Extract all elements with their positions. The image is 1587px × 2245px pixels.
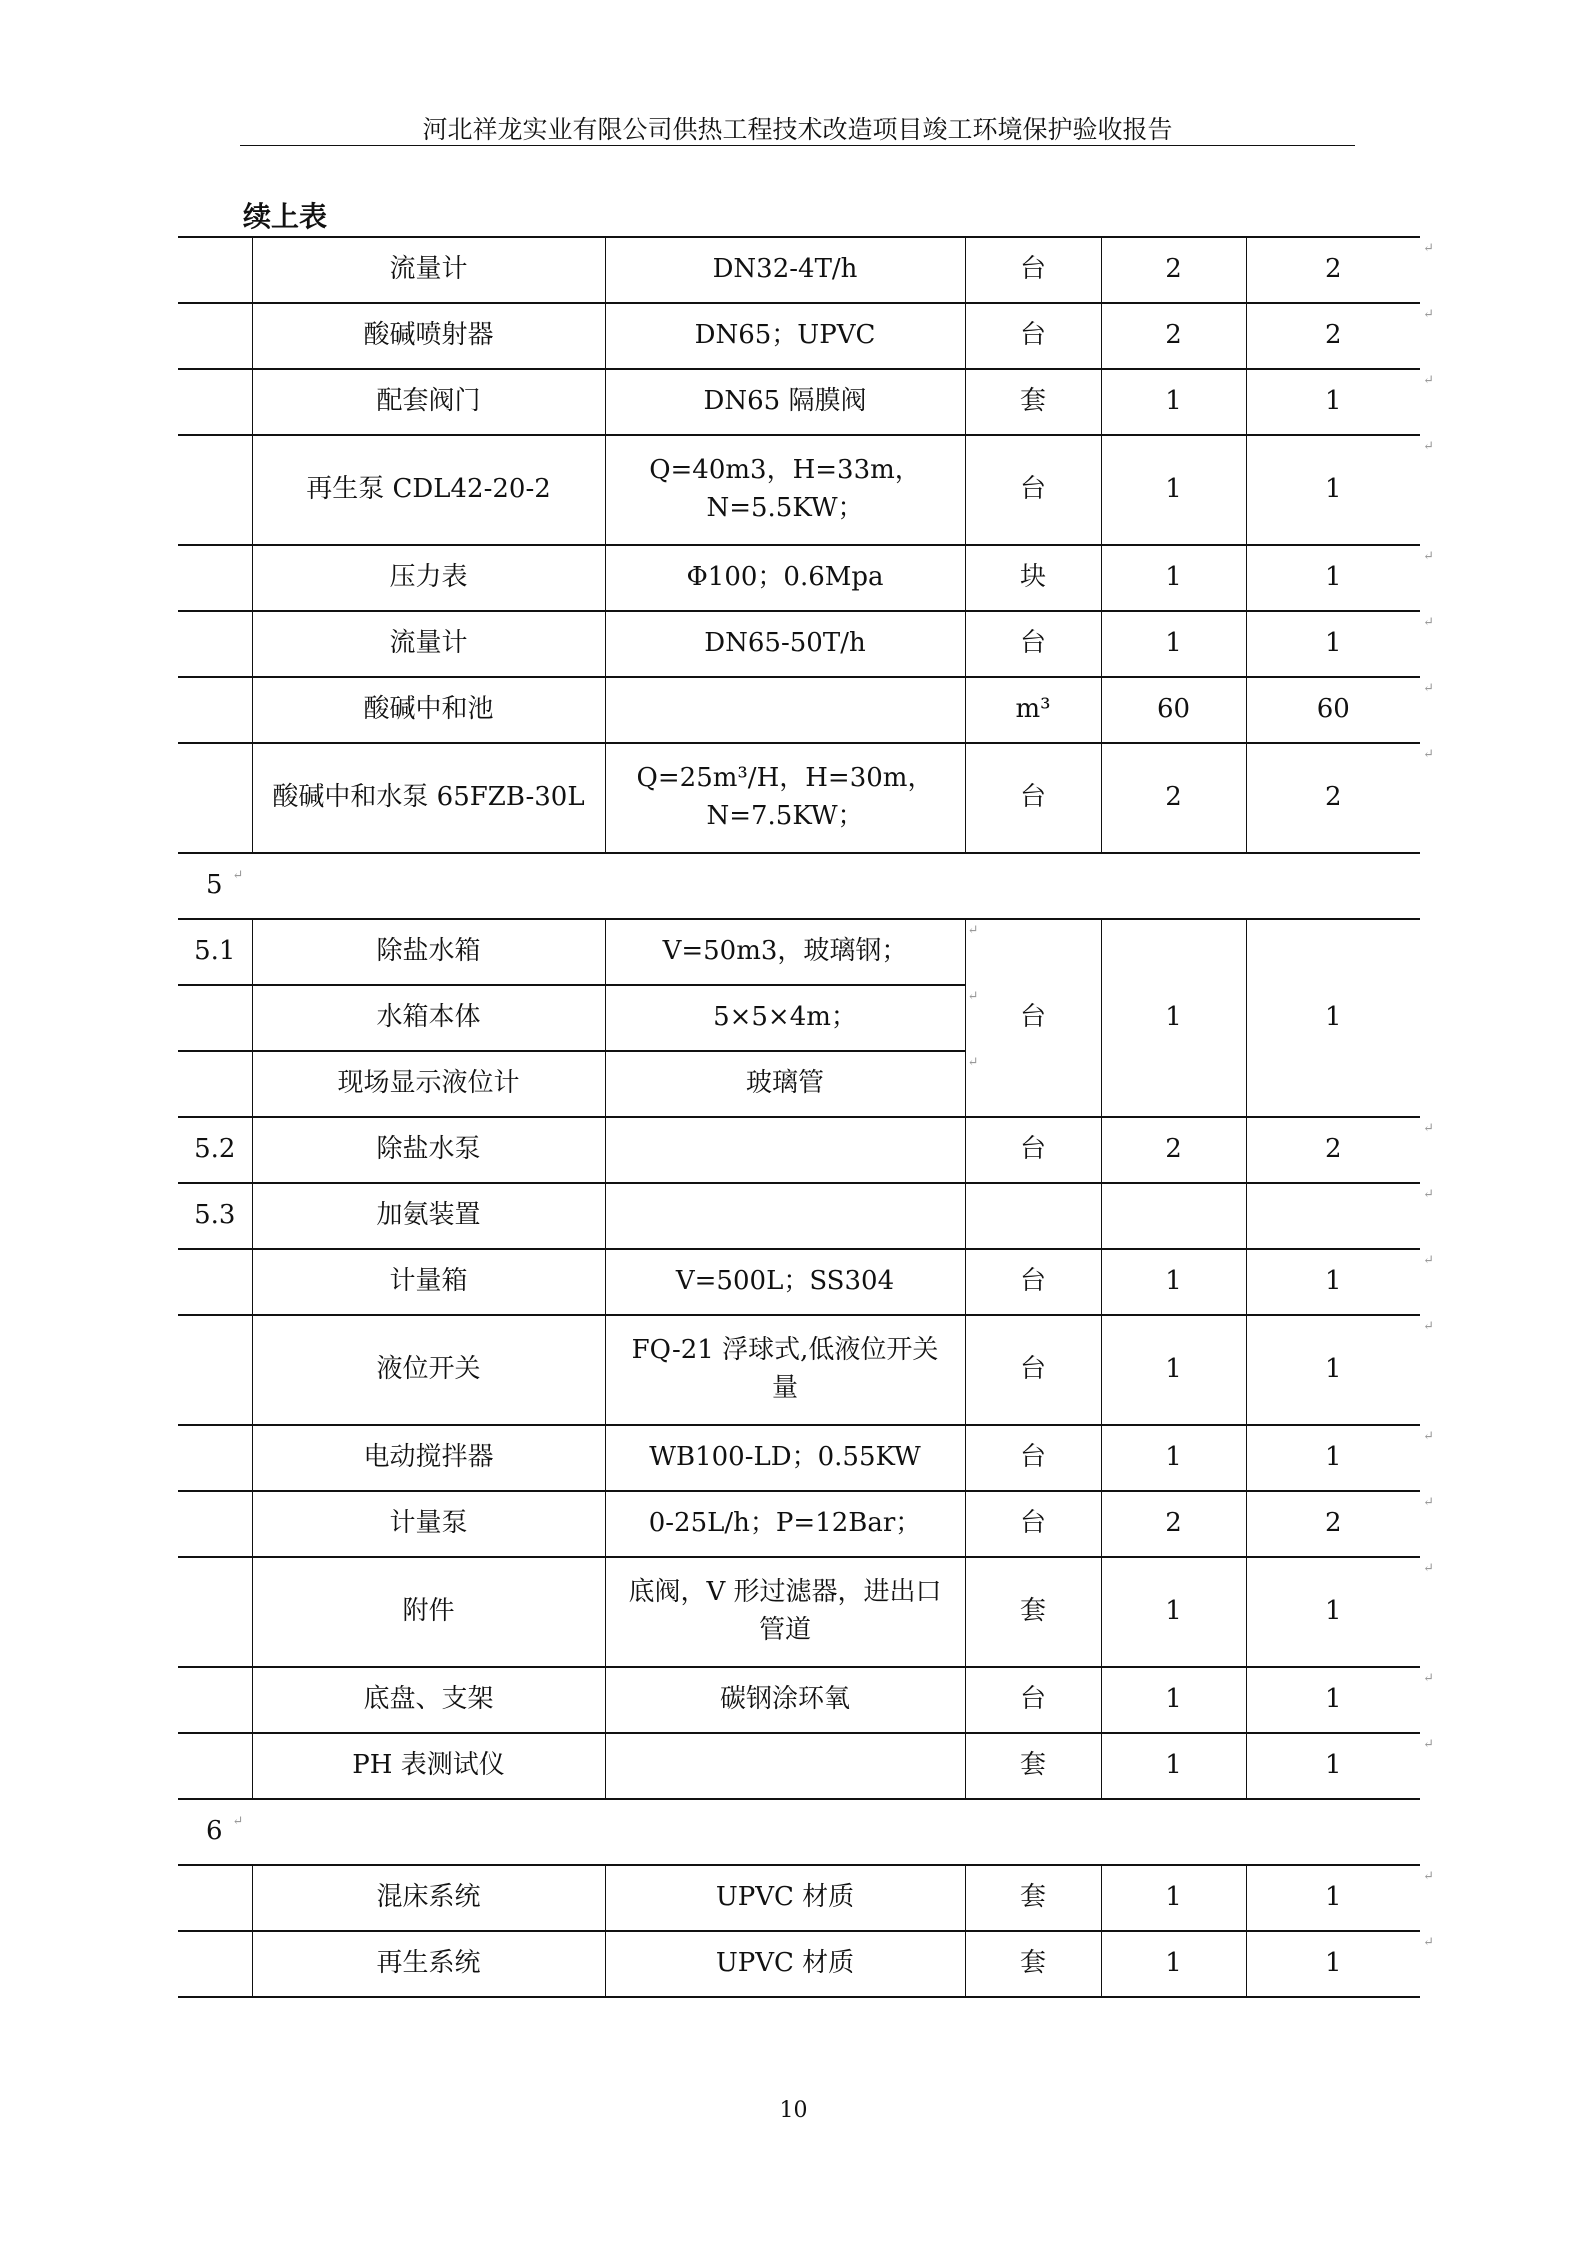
table-row [178, 1315, 1420, 1425]
item-name-cell: 液位开关 [252, 1315, 605, 1425]
item-number-cell [178, 1931, 252, 1997]
actual-quantity-cell: 1 ↵ [1246, 611, 1420, 677]
item-unit-cell: 台 [965, 1117, 1101, 1183]
designed-quantity-cell: 1 [1101, 1249, 1246, 1315]
item-number-cell [178, 1315, 252, 1425]
actual-quantity-cell: 1 ↵ [1246, 1931, 1420, 1997]
table-row [178, 545, 1420, 611]
item-spec-cell [605, 1117, 965, 1183]
item-unit-cell: 台 [965, 743, 1101, 853]
item-name-cell: 混床系统 [252, 1865, 605, 1931]
designed-quantity-cell: 1 [1101, 611, 1246, 677]
section-number-cell [178, 853, 1420, 919]
item-spec-cell: 底阀，V 形过滤器，进出口 管道 [605, 1557, 965, 1667]
item-unit-cell: 套 [965, 369, 1101, 435]
table-row [178, 677, 1420, 743]
designed-quantity-cell: 1 [1101, 1931, 1246, 1997]
item-name-cell: 附件 [252, 1557, 605, 1667]
page-number: 10 [779, 2098, 808, 2123]
item-spec-cell: V=500L；SS304 [605, 1249, 965, 1315]
item-unit-cell: 台 [965, 237, 1101, 303]
item-number-cell [178, 237, 252, 303]
item-spec-cell [605, 1733, 965, 1799]
designed-quantity-cell [1101, 1183, 1246, 1249]
item-spec-cell: UPVC 材质 [605, 1865, 965, 1931]
section-row [178, 853, 1420, 919]
section-number-cell [178, 1799, 1420, 1865]
table-row [178, 743, 1420, 853]
item-unit-cell: 套 [965, 1557, 1101, 1667]
item-spec-cell: 玻璃管 ↵ [605, 1051, 965, 1117]
item-unit-cell: m³ [965, 677, 1101, 743]
actual-quantity-cell: 1 ↵ [1246, 369, 1420, 435]
designed-quantity-cell: 1 [1101, 1557, 1246, 1667]
item-name-cell: 酸碱喷射器 [252, 303, 605, 369]
actual-quantity-cell: 2 ↵ [1246, 237, 1420, 303]
item-name-cell: 酸碱中和池 [252, 677, 605, 743]
actual-quantity-cell: 1 ↵ [1246, 1557, 1420, 1667]
table-row [178, 435, 1420, 545]
section-number: 5 [206, 870, 223, 901]
item-name-cell: 计量泵 [252, 1491, 605, 1557]
item-spec-cell: V=50m3，玻璃钢； ↵ [605, 919, 965, 985]
header-divider [240, 145, 1355, 146]
table-row [178, 919, 1420, 985]
item-spec-cell: DN65 隔膜阀 [605, 369, 965, 435]
actual-quantity-cell [1246, 1183, 1420, 1249]
item-unit-cell: 台 [965, 919, 1101, 1117]
item-name-cell: 流量计 [252, 611, 605, 677]
item-spec-cell: DN65；UPVC [605, 303, 965, 369]
item-spec-cell [605, 677, 965, 743]
designed-quantity-cell: 1 [1101, 1425, 1246, 1491]
actual-quantity-cell: 1 ↵ [1246, 1733, 1420, 1799]
designed-quantity-cell: 2 [1101, 1491, 1246, 1557]
section-row [178, 1799, 1420, 1865]
table-row [178, 1183, 1420, 1249]
item-number-cell [178, 677, 252, 743]
table-row [178, 1865, 1420, 1931]
item-number-cell [178, 611, 252, 677]
item-number-cell: 5.3 [178, 1183, 252, 1249]
table-row [178, 1557, 1420, 1667]
report-header-title: 河北祥龙实业有限公司供热工程技术改造项目竣工环境保护验收报告 [422, 115, 1173, 144]
item-spec-cell: FQ-21 浮球式,低液位开关 量 [605, 1315, 965, 1425]
actual-quantity-cell: 1 ↵ [1246, 1865, 1420, 1931]
item-unit-cell: 台 [965, 435, 1101, 545]
item-number-cell [178, 1557, 252, 1667]
item-number-cell [178, 1667, 252, 1733]
item-unit-cell: 套 [965, 1931, 1101, 1997]
table-row [178, 237, 1420, 303]
table-row [178, 1667, 1420, 1733]
item-name-cell: PH 表测试仪 [252, 1733, 605, 1799]
designed-quantity-cell: 60 [1101, 677, 1246, 743]
item-spec-cell: Q=40m3，H=33m， N=5.5KW； [605, 435, 965, 545]
item-name-cell: 再生系统 [252, 1931, 605, 1997]
table-continued-label: 续上表 [243, 200, 328, 233]
table-row [178, 1733, 1420, 1799]
table-row [178, 369, 1420, 435]
item-spec-cell [605, 1183, 965, 1249]
designed-quantity-cell: 1 [1101, 435, 1246, 545]
item-name-cell: 酸碱中和水泵 65FZB-30L [252, 743, 605, 853]
actual-quantity-cell: 1 ↵ [1246, 1667, 1420, 1733]
item-unit-cell: 套 [965, 1733, 1101, 1799]
item-spec-cell: Φ100；0.6Mpa [605, 545, 965, 611]
paragraph-mark: ↵ [232, 1814, 244, 1830]
item-unit-cell: 台 [965, 1491, 1101, 1557]
item-name-cell: 流量计 [252, 237, 605, 303]
item-unit-cell: 台 [965, 303, 1101, 369]
designed-quantity-cell: 2 [1101, 743, 1246, 853]
item-number-cell: 5.1 [178, 919, 252, 985]
table-row [178, 611, 1420, 677]
item-number-cell [178, 1249, 252, 1315]
item-spec-cell: 5×5×4m； ↵ [605, 985, 965, 1051]
actual-quantity-cell: 1 ↵ [1246, 1315, 1420, 1425]
item-spec-cell: 0-25L/h；P=12Bar； [605, 1491, 965, 1557]
item-spec-cell: UPVC 材质 [605, 1931, 965, 1997]
item-unit-cell: 块 [965, 545, 1101, 611]
designed-quantity-cell: 1 [1101, 1315, 1246, 1425]
designed-quantity-cell: 2 [1101, 303, 1246, 369]
equipment-table-body [178, 237, 1420, 1997]
item-number-cell [178, 303, 252, 369]
designed-quantity-cell: 1 [1101, 919, 1246, 1117]
designed-quantity-cell: 1 [1101, 1733, 1246, 1799]
actual-quantity-cell: 2 ↵ [1246, 743, 1420, 853]
designed-quantity-cell: 2 [1101, 237, 1246, 303]
item-spec-cell: DN65-50T/h [605, 611, 965, 677]
item-spec-cell: DN32-4T/h [605, 237, 965, 303]
item-name-cell: 再生泵 CDL42-20-2 [252, 435, 605, 545]
table-row [178, 1249, 1420, 1315]
actual-quantity-cell: 1 ↵ [1246, 1249, 1420, 1315]
item-name-cell: 现场显示液位计 [252, 1051, 605, 1117]
item-number-cell [178, 1425, 252, 1491]
designed-quantity-cell: 1 [1101, 545, 1246, 611]
table-row [178, 1425, 1420, 1491]
item-name-cell: 除盐水箱 [252, 919, 605, 985]
item-number-cell [178, 985, 252, 1051]
table-row [178, 303, 1420, 369]
designed-quantity-cell: 1 [1101, 1667, 1246, 1733]
item-unit-cell: 台 [965, 1425, 1101, 1491]
item-unit-cell: 套 [965, 1865, 1101, 1931]
item-name-cell: 水箱本体 [252, 985, 605, 1051]
actual-quantity-cell: 2 ↵ [1246, 1491, 1420, 1557]
section-number: 6 [206, 1816, 223, 1847]
item-spec-cell: 碳钢涂环氧 [605, 1667, 965, 1733]
item-unit-cell: 台 [965, 611, 1101, 677]
paragraph-mark: ↵ [232, 868, 244, 884]
item-spec-cell: WB100-LD；0.55KW [605, 1425, 965, 1491]
actual-quantity-cell: 2 ↵ [1246, 303, 1420, 369]
designed-quantity-cell: 2 [1101, 1117, 1246, 1183]
item-number-cell [178, 1051, 252, 1117]
table-row [178, 1117, 1420, 1183]
item-name-cell: 底盘、支架 [252, 1667, 605, 1733]
table-row [178, 1931, 1420, 1997]
item-name-cell: 配套阀门 [252, 369, 605, 435]
item-number-cell [178, 369, 252, 435]
actual-quantity-cell: 1 ↵ [1246, 1425, 1420, 1491]
item-name-cell: 计量箱 [252, 1249, 605, 1315]
item-number-cell [178, 435, 252, 545]
item-number-cell [178, 1733, 252, 1799]
item-name-cell: 电动搅拌器 [252, 1425, 605, 1491]
item-number-cell: 5.2 [178, 1117, 252, 1183]
item-unit-cell: 台 [965, 1667, 1101, 1733]
actual-quantity-cell: 1 ↵ [1246, 435, 1420, 545]
item-name-cell: 加氨装置 [252, 1183, 605, 1249]
item-spec-cell: Q=25m³/H，H=30m， N=7.5KW； [605, 743, 965, 853]
item-name-cell: 除盐水泵 [252, 1117, 605, 1183]
table-row [178, 1491, 1420, 1557]
actual-quantity-cell: 60 ↵ [1246, 677, 1420, 743]
item-number-cell [178, 545, 252, 611]
item-number-cell [178, 743, 252, 853]
item-number-cell [178, 1491, 252, 1557]
item-unit-cell: 台 [965, 1249, 1101, 1315]
item-unit-cell [965, 1183, 1101, 1249]
designed-quantity-cell: 1 [1101, 369, 1246, 435]
actual-quantity-cell: 2 ↵ [1246, 1117, 1420, 1183]
designed-quantity-cell: 1 [1101, 1865, 1246, 1931]
actual-quantity-cell: 1 [1246, 919, 1420, 1117]
item-name-cell: 压力表 [252, 545, 605, 611]
item-number-cell [178, 1865, 252, 1931]
item-unit-cell: 台 [965, 1315, 1101, 1425]
equipment-table [178, 236, 1420, 1998]
actual-quantity-cell: 1 ↵ [1246, 545, 1420, 611]
